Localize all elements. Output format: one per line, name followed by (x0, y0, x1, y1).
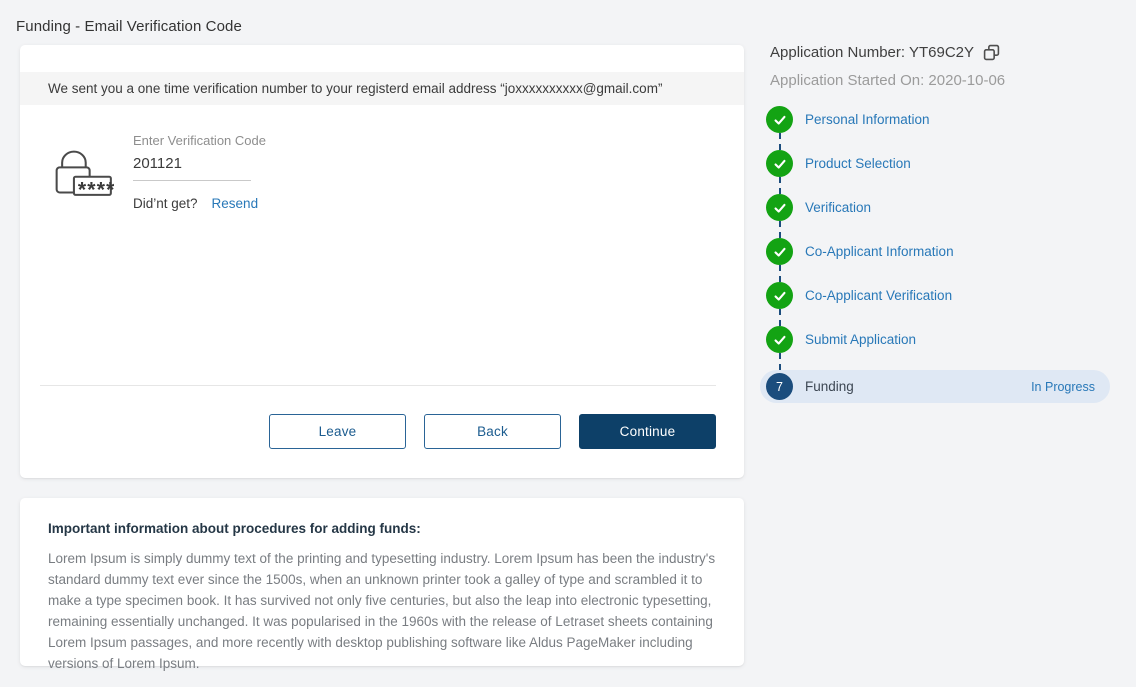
back-button[interactable]: Back (424, 414, 561, 449)
info-heading: Important information about procedures for adding funds: (48, 521, 421, 536)
check-icon (766, 194, 793, 221)
sidebar-step-co-applicant-information[interactable] (760, 238, 1110, 265)
step-connector-line (779, 133, 781, 150)
email-sent-banner: We sent you a one time verification number to your registerd email address “joxxxxxxxxxx@gmail.com” (20, 72, 744, 105)
step-label: Funding (805, 379, 854, 394)
progress-steps (760, 106, 1110, 403)
info-body-text: Lorem Ipsum is simply dummy text of the printing and typesetting industry. Lorem Ipsum has been the industry's standard dummy text ever since the 1500s, when an unknown printer took a galley of type and scrambled it to make a type specimen book. It has survived not only five centuries, but also the leap into electronic typesetting, remaining essentially unchanged. It was popularised in the 1960s with the release of Letraset sheets containing Lorem Ipsum passages, and more recently with desktop publishing software like Aldus PageMaker including versions of Lorem Ipsum. (48, 551, 716, 671)
step-connector-line (779, 221, 781, 238)
sidebar-step-submit-application[interactable] (760, 326, 1110, 353)
step-label: Co-Applicant Information (805, 244, 954, 259)
check-icon (766, 106, 793, 133)
step-label: Personal Information (805, 112, 930, 127)
lock-password-icon (48, 143, 114, 203)
didnt-get-text: Did’nt get? (133, 196, 198, 211)
step-label: Verification (805, 200, 872, 215)
sidebar-step-co-applicant-verification[interactable] (760, 282, 1110, 309)
step-connector-line (779, 265, 781, 282)
sidebar-step-verification[interactable] (760, 194, 1110, 221)
important-info-card (20, 498, 744, 671)
resend-link[interactable]: Resend (211, 196, 259, 211)
sidebar-step-product-selection[interactable] (760, 150, 1110, 177)
page-title: Funding - Email Verification Code (16, 18, 242, 35)
application-started-text: Application Started On: 2020-10-06 (770, 72, 1006, 89)
step-label: Submit Application (805, 332, 917, 347)
step-connector-line (779, 353, 781, 370)
continue-button[interactable]: Continue (579, 414, 716, 449)
status-badge: In Progress (1031, 379, 1095, 394)
check-icon (766, 282, 793, 309)
check-icon (766, 326, 793, 353)
sidebar-step-funding[interactable] (760, 370, 1110, 403)
step-label: Product Selection (805, 156, 911, 171)
card-divider (40, 385, 716, 386)
check-icon (766, 238, 793, 265)
svg-text:****: **** (77, 178, 114, 198)
step-connector-line (779, 309, 781, 326)
verification-card (20, 45, 744, 478)
application-progress-sidebar (760, 40, 1110, 403)
copy-icon[interactable] (983, 44, 1000, 61)
sidebar-step-personal-information[interactable] (760, 106, 1110, 133)
verification-code-input[interactable] (133, 152, 251, 181)
step-connector-line (779, 177, 781, 194)
step-number-badge: 7 (766, 373, 793, 400)
check-icon (766, 150, 793, 177)
leave-button[interactable]: Leave (269, 414, 406, 449)
verification-code-label: Enter Verification Code (133, 133, 266, 148)
step-label: Co-Applicant Verification (805, 288, 953, 303)
application-number-text: Application Number: YT69C2Y (770, 44, 974, 61)
